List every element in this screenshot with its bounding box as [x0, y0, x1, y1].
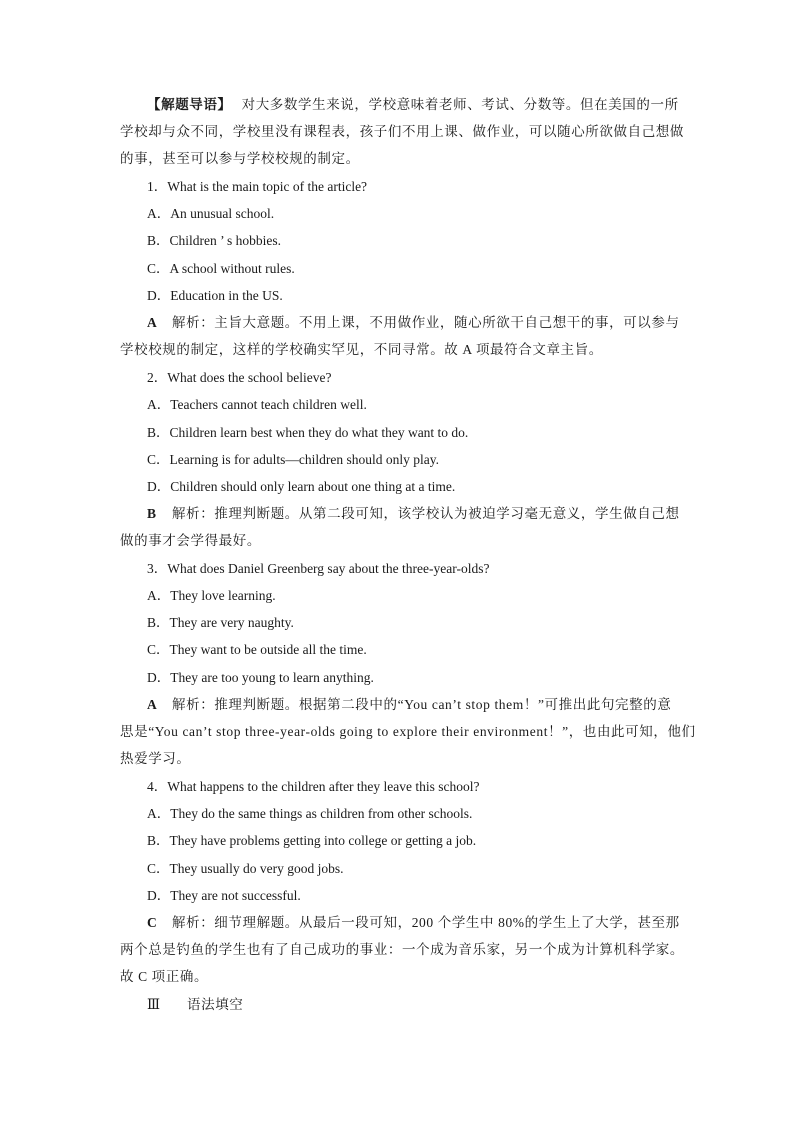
q3-explanation-line-3: 热爱学习。	[120, 751, 191, 766]
intro-line-3: 的事，甚至可以参与学校校规的制定。	[120, 151, 360, 166]
q4-explanation-text-1: 解析：细节理解题。从最后一段可知，200 个学生中 80%的学生上了大学，甚至那	[172, 915, 680, 930]
q1-option-c: C．A school without rules.	[147, 261, 295, 276]
q1-answer: A	[147, 315, 158, 330]
q3-explanation-text-1: 解析：推理判断题。根据第二段中的“You can’t stop them！”可推出此句完整的意	[172, 697, 672, 712]
q1-explanation-text-1: 解析：主旨大意题。不用上课，不用做作业，随心所欲干自己想干的事，可以参与	[172, 315, 680, 330]
intro-line-2: 学校却与众不同，学校里没有课程表，孩子们不用上课、做作业，可以随心所欲做自己想做	[120, 124, 684, 139]
intro-label: 【解题导语】	[147, 97, 232, 112]
q2-option-c: C．Learning is for adults—children should only play.	[147, 452, 439, 467]
q2-option-d: D．Children should only learn about one thing at a time.	[147, 479, 456, 494]
q1-explanation-line-2: 学校校规的制定，这样的学校确实罕见，不同寻常。故 A 项最符合文章主旨。	[120, 342, 603, 357]
q4-explanation-line-2: 两个总是钓鱼的学生也有了自己成功的事业：一个成为音乐家，另一个成为计算机科学家。	[120, 942, 684, 957]
q3-option-c: C．They want to be outside all the time.	[147, 642, 367, 657]
section-heading	[147, 996, 680, 1014]
q2-option-a: A．Teachers cannot teach children well.	[147, 397, 367, 412]
q1-option-b: B．Children ’ s hobbies.	[147, 233, 281, 248]
q2-explanation-line-1	[147, 505, 680, 523]
q1-option-a: A．An unusual school.	[147, 206, 275, 221]
q4-option-c: C．They usually do very good jobs.	[147, 861, 344, 876]
question-4-stem: 4．What happens to the children after they leave this school?	[147, 779, 480, 794]
q2-option-b: B．Children learn best when they do what they want to do.	[147, 425, 469, 440]
question-1-stem: 1．What is the main topic of the article?	[147, 179, 368, 194]
q2-explanation-text-1: 解析：推理判断题。从第二段可知，该学校认为被迫学习毫无意义，学生做自己想	[172, 506, 680, 521]
q4-option-a: A．They do the same things as children from other schools.	[147, 806, 473, 821]
q3-option-d: D．They are too young to learn anything.	[147, 670, 374, 685]
q4-option-b: B．They have problems getting into college or getting a job.	[147, 833, 477, 848]
question-3-stem: 3．What does Daniel Greenberg say about the three-year-olds?	[147, 561, 490, 576]
q4-explanation-line-3: 故 C 项正确。	[120, 969, 209, 984]
q4-option-d: D．They are not successful.	[147, 888, 301, 903]
q3-answer: A	[147, 697, 158, 712]
q3-explanation-line-1	[147, 696, 680, 714]
q3-option-a: A．They love learning.	[147, 588, 276, 603]
q1-explanation-line-1	[147, 314, 680, 332]
intro-text-1: 对大多数学生来说，学校意味着老师、考试、分数等。但在美国的一所	[241, 97, 679, 112]
q1-option-d: D．Education in the US.	[147, 288, 283, 303]
section-number: Ⅲ	[147, 997, 161, 1012]
q4-explanation-line-1	[147, 914, 680, 932]
q3-option-b: B．They are very naughty.	[147, 615, 294, 630]
q3-explanation-line-2: 思是“You can’t stop three-year-olds going to explore their environment！”，也由此可知，他们	[120, 724, 696, 739]
q2-explanation-line-2: 做的事才会学得最好。	[120, 533, 261, 548]
section-title: 语法填空	[187, 997, 244, 1012]
q2-answer: B	[147, 506, 157, 521]
intro-line-1	[147, 96, 680, 114]
question-2-stem: 2．What does the school believe?	[147, 370, 332, 385]
q4-answer: C	[147, 915, 158, 930]
